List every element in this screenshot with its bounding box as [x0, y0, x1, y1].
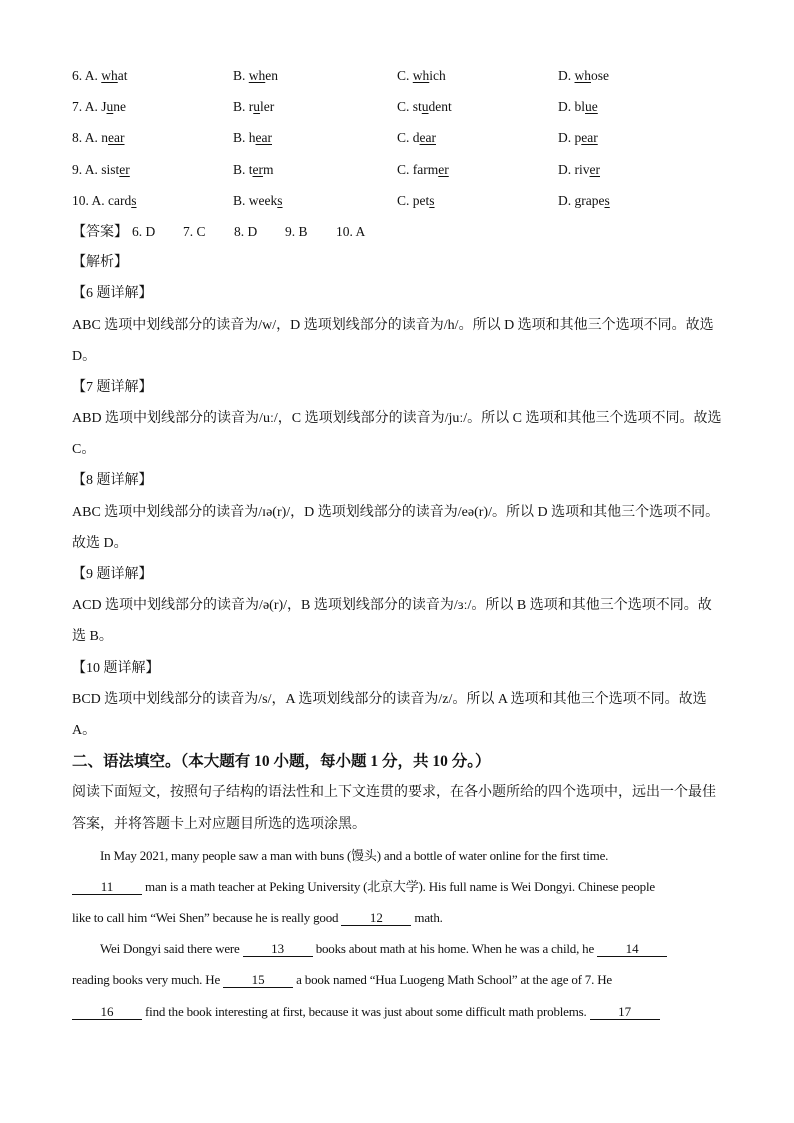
passage-text: In May 2021, many people saw a man with buns (馒头) and a bottle of water online for the first time. [100, 847, 609, 863]
option-a [72, 122, 233, 153]
option-d [558, 185, 610, 216]
passage-text: find the book interesting at first, because it was just about some difficult math problems. [142, 1003, 590, 1019]
option-a [72, 185, 233, 216]
option-label: C. [397, 68, 410, 83]
option-word-pre: sist [101, 161, 120, 177]
detail-text: A。 [72, 722, 97, 738]
option-c [397, 60, 558, 91]
answer-line [72, 216, 732, 247]
option-label: C. [397, 130, 410, 146]
option-word-underlined: s [429, 192, 435, 208]
passage-text: like to call him “Wei Shen” because he is really good [72, 910, 342, 926]
option-label: A. [84, 130, 98, 146]
option-word-pre: st [412, 99, 422, 115]
detail-text: ABC 选项中划线部分的读音为/ɪə(r)/，D 选项划线部分的读音为/eə(r)/。所以 D 选项和其他三个选项不同。 [72, 504, 720, 520]
option-b [233, 154, 397, 185]
option-label: D. [558, 130, 572, 146]
option-word-pre: h [248, 130, 256, 146]
detail-text: 故选 D。 [72, 535, 128, 551]
detail-heading: 【8 题详解】 [72, 473, 153, 489]
option-word-post: ich [429, 68, 446, 83]
option-word-pre: bl [574, 99, 586, 115]
option-word-underlined: wh [101, 68, 118, 83]
option-word-underlined: er [438, 161, 449, 177]
answer-item: 8. D [234, 223, 258, 239]
option-c [397, 122, 558, 153]
option-c [397, 154, 558, 185]
analysis-label: 【解析】 [72, 255, 128, 271]
option-word-post: ose [591, 68, 609, 83]
option-label: C. [397, 192, 410, 208]
option-word-pre: grape [574, 192, 605, 208]
passage-line [72, 933, 732, 964]
option-label: B. [233, 161, 246, 177]
option-label: B. [233, 192, 246, 208]
option-word-post: dent [428, 99, 452, 115]
option-word-pre: t [248, 161, 253, 177]
option-word-underlined: ear [581, 130, 598, 146]
question-number: 9. [72, 161, 83, 177]
detail-text: ACD 选项中划线部分的读音为/ə(r)/，B 选项划线部分的读音为/ɜː/。所以 B 选项和其他三个选项不同。故 [72, 598, 712, 614]
option-d [558, 154, 600, 185]
section-title: 二、语法填空。（本大题有 10 小题，每小题 1 分，共 10 分。） [72, 753, 491, 771]
option-word-post: at [117, 68, 128, 83]
option-b [233, 91, 397, 122]
option-word-pre: p [574, 130, 582, 146]
passage-line [72, 840, 732, 871]
option-d [558, 122, 598, 153]
option-word-pre: riv [574, 161, 590, 177]
option-a [72, 91, 233, 122]
page-content [72, 60, 732, 1027]
option-word-underlined: wh [248, 68, 266, 83]
passage-line [72, 996, 732, 1027]
option-a [72, 154, 233, 185]
option-label: B. [233, 68, 246, 83]
option-word-pre: pet [412, 192, 430, 208]
detail-text: ABD 选项中划线部分的读音为/uː/，C 选项划线部分的读音为/juː/。所以 C 选项和其他三个选项不同。故选 [72, 411, 722, 427]
option-word-underlined: u [106, 99, 114, 115]
option-word-pre: n [101, 130, 109, 146]
option-word-pre: J [101, 99, 107, 115]
option-c [397, 91, 558, 122]
question-row [72, 60, 732, 91]
option-word-post: ler [260, 99, 275, 115]
answer-item: 7. C [183, 223, 206, 239]
question-number: 10. [72, 192, 89, 208]
detail-text: 选 B。 [72, 629, 113, 645]
answer-label: 【答案】 [72, 224, 128, 240]
option-word-underlined: s [131, 192, 137, 208]
answer-item: 10. A [336, 223, 366, 239]
option-label: C. [397, 161, 410, 177]
option-label: D. [558, 192, 572, 208]
answer-item: 9. B [285, 223, 308, 239]
question-row [72, 154, 732, 185]
option-a [72, 60, 233, 91]
option-d [558, 91, 598, 122]
passage-text: math. [411, 910, 443, 926]
passage-line [72, 902, 732, 933]
detail-heading: 【6 题详解】 [72, 286, 153, 302]
question-row [72, 91, 732, 122]
passage-text: Wei Dongyi said there were [100, 941, 243, 957]
question-row [72, 185, 732, 216]
blank-12: 12 [341, 910, 411, 926]
option-word-underlined: ear [419, 130, 436, 146]
answer-item: 6. D [132, 223, 156, 239]
option-b [233, 185, 397, 216]
passage-text: books about math at his home. When he was a child, he [312, 941, 598, 957]
detail-text: C。 [72, 442, 96, 458]
detail-text: ABC 选项中划线部分的读音为/w/，D 选项划线部分的读音为/h/。所以 D 选项和其他三个选项不同。故选 [72, 317, 714, 333]
passage-text: a book named “Hua Luogeng Math School” at the age of 7. He [293, 972, 612, 988]
option-word-post: en [265, 68, 279, 83]
blank-17: 17 [590, 1004, 660, 1020]
option-label: A. [84, 68, 98, 83]
option-word-pre: card [108, 192, 132, 208]
option-c [397, 185, 558, 216]
passage-line [72, 964, 732, 995]
option-label: A. [84, 161, 98, 177]
question-number: 6. [72, 68, 83, 83]
blank-11: 11 [72, 879, 142, 895]
option-word-underlined: er [119, 161, 130, 177]
question-number: 7. [72, 99, 83, 115]
option-word-underlined: s [604, 192, 610, 208]
detail-text: D。 [72, 348, 97, 364]
instruction-text: 答案，并将答题卡上对应题目所选的选项涂黑。 [72, 816, 366, 832]
blank-14: 14 [597, 941, 667, 957]
option-b [233, 122, 397, 153]
question-number: 8. [72, 130, 83, 146]
option-word-underlined: ue [585, 99, 598, 115]
option-word-underlined: wh [412, 68, 430, 83]
option-label: D. [558, 99, 572, 115]
instruction-text: 阅读下面短文，按照句子结构的语法性和上下文连贯的要求，在各小题所给的四个选项中，远出一个最佳 [72, 785, 716, 801]
blank-15: 15 [223, 972, 293, 988]
option-word-pre: r [248, 99, 254, 115]
option-word-pre: week [248, 192, 278, 208]
option-word-underlined: er [252, 161, 264, 177]
option-d [558, 60, 609, 91]
passage-text: reading books very much. He [72, 972, 224, 988]
option-label: A. [84, 99, 98, 115]
detail-heading: 【10 题详解】 [72, 660, 160, 676]
option-word-pre: farm [412, 161, 439, 177]
blank-16: 16 [72, 1004, 142, 1020]
passage-text: man is a math teacher at Peking University (北京大学). His full name is Wei Dongyi. Chinese people [142, 878, 655, 894]
option-word-underlined: er [589, 161, 600, 177]
option-word-underlined: u [253, 99, 261, 115]
option-label: B. [233, 99, 246, 115]
passage-line [72, 871, 732, 902]
blank-13: 13 [243, 941, 313, 957]
detail-heading: 【9 题详解】 [72, 567, 153, 582]
question-row [72, 122, 732, 153]
option-word-underlined: wh [574, 68, 591, 83]
option-word-underlined: ear [255, 130, 272, 146]
option-word-post: m [263, 161, 274, 177]
option-label: B. [233, 130, 246, 146]
option-word-pre: d [412, 130, 420, 146]
option-word-underlined: u [421, 99, 429, 115]
option-word-underlined: ear [108, 130, 125, 146]
option-label: A. [91, 192, 105, 208]
option-label: D. [558, 161, 572, 177]
option-b [233, 60, 397, 91]
detail-text: BCD 选项中划线部分的读音为/s/，A 选项划线部分的读音为/z/。所以 A 选项和其他三个选项不同。故选 [72, 691, 707, 707]
option-label: C. [397, 99, 410, 115]
option-word-underlined: s [277, 192, 283, 208]
detail-heading: 【7 题详解】 [72, 379, 153, 395]
option-word-post: ne [113, 99, 127, 115]
option-label: D. [558, 68, 572, 83]
